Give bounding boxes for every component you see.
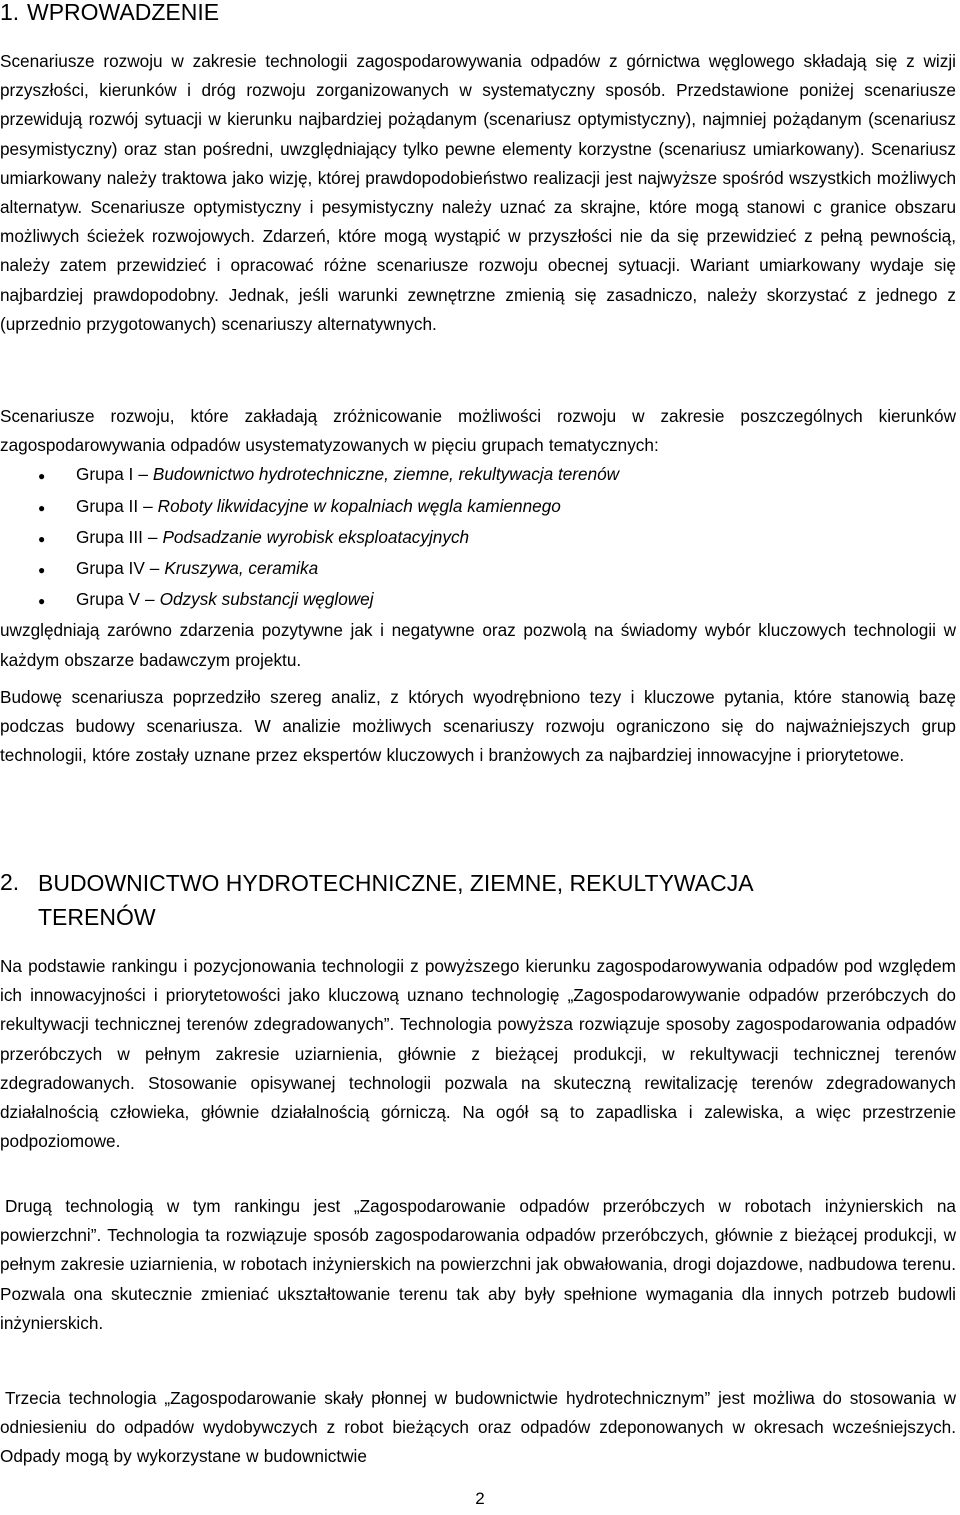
group-name: Budownictwo hydrotechniczne, ziemne, rekultywacja terenów <box>152 464 620 485</box>
group-dash: – <box>147 526 158 547</box>
list-item <box>0 492 956 523</box>
group-label: Grupa III <box>76 526 143 547</box>
group-name: Roboty likwidacyjne w kopalniach węgla kamiennego <box>157 495 561 516</box>
section-1-title: WPROWADZENIE <box>27 0 220 25</box>
group-dash: – <box>149 558 160 579</box>
list-item <box>0 585 956 616</box>
section-2-paragraph-2: Drugą technologią w tym rankingu jest „Zagospodarowanie odpadów przeróbczych w robotach inżynierskich na powierzchni”. Technologia ta rozwiązuje sposób zagospodarowania odpadów przeróbczych, głównie z bieżącej produkcji, w pełnym zakresie uziarnienia, w robotach inżynierskich na powierzchni jak obwałowania, drogi dojazdowe, nadbudowa terenu. Pozwala ona skutecznie zmieniać ukształtowanie terenu tak aby były spełnione wymagania dla innych potrzeb budowli inżynierskich. <box>0 1196 956 1333</box>
group-dash: – <box>138 464 148 485</box>
section-2-title: BUDOWNICTWO HYDROTECHNICZNE, ZIEMNE, REKULTYWACJA TERENÓW <box>38 870 753 930</box>
groups-intro: Scenariusze rozwoju, które zakładają zróżnicowanie możliwości rozwoju w zakresie poszczególnych kierunków zagospodarowywania odpadów usystematyzowanych w pięciu grupach tematycznych: <box>0 406 956 456</box>
section-2-heading <box>0 866 950 934</box>
group-dash: – <box>143 495 153 516</box>
group-label: Grupa IV <box>76 558 145 579</box>
section-2-number: 2. <box>0 869 20 895</box>
group-label: Grupa I <box>76 464 134 485</box>
section-2-paragraph-3: Trzecia technologia „Zagospodarowanie skały płonnej w budownictwie hydrotechnicznym” jest możliwa do stosowania w odniesieniu do odpadów wydobywczych z robot bieżących oraz odpadów zdeponowanych w okresach wcześniejszych. Odpady mogą by wykorzystane w budownictwie <box>0 1388 956 1467</box>
group-label: Grupa V <box>76 589 141 610</box>
bullet-icon: ● <box>38 469 46 484</box>
list-item <box>0 554 956 585</box>
section-1-paragraph-3: Budowę scenariusza poprzedziło szereg analiz, z których wyodrębniono tezy i kluczowe pytania, które stanowią bazę podczas budowy scenariusza. W analizie możliwych scenariuszy rozwoju ograniczono się do najważniejszych grup technologii, które zostały uznane przez ekspertów kluczowych i branżowych za najbardziej innowacyjne i priorytetowe. <box>0 687 956 766</box>
group-dash: – <box>145 589 155 610</box>
bullet-icon: ● <box>38 531 46 546</box>
groups-list <box>0 460 956 616</box>
group-name: Kruszywa, ceramika <box>164 558 319 579</box>
list-item <box>0 523 956 554</box>
bullet-icon: ● <box>38 563 46 578</box>
section-1-paragraph-1: Scenariusze rozwoju w zakresie technologii zagospodarowywania odpadów z górnictwa węglowego składają się z wizji przyszłości, kierunków i dróg rozwoju zorganizowanych w systematyczny sposób. Przedstawione poniżej scenariusze przewidują rozwój sytuacji w kierunku najbardziej pożądanym (scenariusz optymistyczny), najmniej pożądanym (scenariusz pesymistyczny) oraz stan pośredni, uwzględniający tylko pewne elementy korzystne (scenariusz umiarkowany). Scenariusz umiarkowany należy traktowa jako wizję, której prawdopodobieństwo realizacji jest najwyższe spośród wszystkich możliwych alternatyw. Scenariusze optymistyczny i pesymistyczny należy uznać za skrajne, które mogą stanowi c granice obszaru możliwych ścieżek rozwojowych. Zdarzeń, które mogą wystąpić w przyszłości nie da się przewidzieć z pełną pewnością, należy zatem przewidzieć i opracować różne scenariusze rozwoju obecnej sytuacji. Wariant umiarkowany wydaje się najbardziej prawdopodobny. Jednak, jeśli warunki zewnętrzne zmienią się zasadniczo, należy skorzystać z jednego z (uprzednio przygotowanych) scenariuszy alternatywnych. <box>0 51 956 334</box>
list-item <box>0 460 956 491</box>
section-1-paragraph-2 <box>0 402 956 675</box>
group-name: Odzysk substancji węglowej <box>159 589 374 610</box>
bullet-icon: ● <box>38 594 46 609</box>
section-1-number: 1. <box>0 0 20 25</box>
bullet-icon: ● <box>38 500 46 515</box>
page-number: 2 <box>475 1489 485 1508</box>
section-2-paragraph-1: Na podstawie rankingu i pozycjonowania technologii z powyższego kierunku zagospodarowywania odpadów pod względem ich innowacyjności i priorytetowości jako kluczową uznano technologię „Zagospodarowywanie odpadów przeróbczych do rekultywacji technicznej terenów zdegradowanych”. Technologia powyższa rozwiązuje sposoby zagospodarowania odpadów przeróbczych w pełnym zakresie uziarnienia, głównie z bieżącej produkcji, w rekultywacji technicznej terenów zdegradowanych. Stosowanie opisywanej technologii pozwala na skuteczną rewitalizację terenów zdegradowanych działalnością człowieka, głównie działalnością górniczą. Na ogół są to zapadliska i zalewiska, a więc przestrzenie podpoziomowe. <box>0 956 956 1152</box>
section-1-heading <box>0 0 950 28</box>
group-name: Podsadzanie wyrobisk eksploatacyjnych <box>162 526 470 547</box>
group-label: Grupa II <box>76 495 139 516</box>
groups-outro: uwzględniają zarówno zdarzenia pozytywne jak i negatywne oraz pozwolą na świadomy wybór kluczowych technologii w każdym obszarze badawczym projektu. <box>0 620 956 670</box>
